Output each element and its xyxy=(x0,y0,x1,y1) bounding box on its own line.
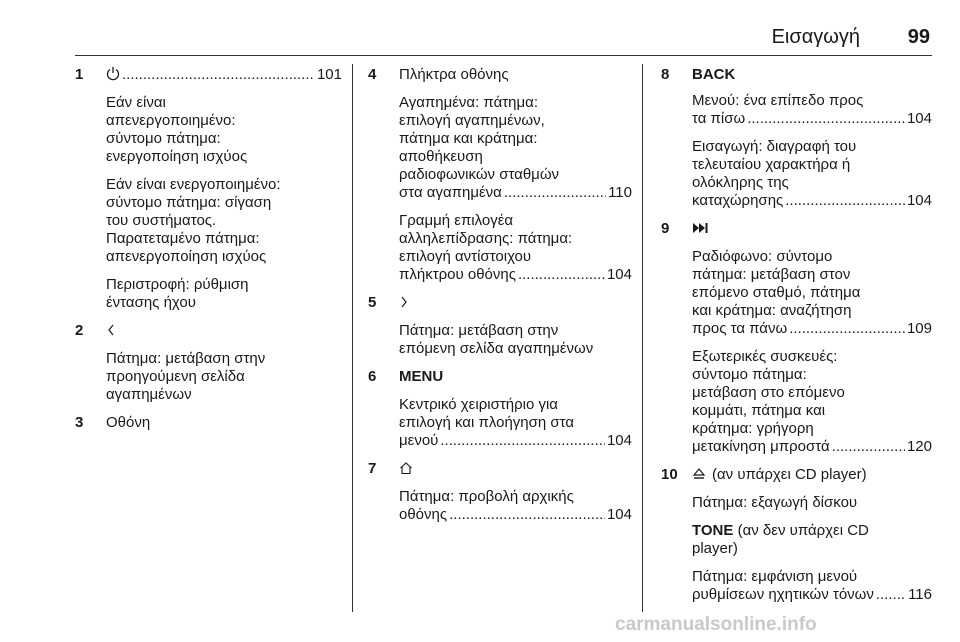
item-label: (αν υπάρχει CD player) xyxy=(712,466,867,483)
home-icon xyxy=(399,460,413,478)
text-line: τα πίσω xyxy=(692,110,746,127)
item-number: 7 xyxy=(368,460,377,477)
list-item xyxy=(661,220,932,456)
text-line: ενεργοποίηση ισχύος xyxy=(106,148,248,165)
text-line: Αγαπημένα: πάτημα: xyxy=(399,94,538,111)
watermark: carmanualsonline.info xyxy=(615,614,817,635)
text-line: οθόνης xyxy=(399,506,448,523)
item-number: 4 xyxy=(368,66,377,83)
leader-dots xyxy=(789,320,905,338)
item-number: 2 xyxy=(75,322,84,339)
text-line: απενεργοποίηση ισχύος xyxy=(106,248,267,265)
header-rule xyxy=(75,55,932,56)
list-item xyxy=(75,414,342,432)
text-line: σύντομο πάτημα: xyxy=(692,366,807,383)
leader-dots xyxy=(785,192,905,210)
text-line: Πάτημα: εξαγωγή δίσκου xyxy=(692,494,858,511)
text-line: αγαπημένων xyxy=(106,386,192,403)
text-line: κομμάτι, πάτημα και xyxy=(692,402,826,419)
item-number: 3 xyxy=(75,414,84,431)
eject-icon xyxy=(692,466,706,484)
text-line: Εάν είναι ενεργοποιημένο: xyxy=(106,176,281,193)
text-line: επιλογή αντίστοιχου xyxy=(399,248,532,265)
chevron-right-icon xyxy=(399,294,409,312)
list-item xyxy=(368,460,632,524)
column-2 xyxy=(368,66,632,524)
page-number: 99 xyxy=(907,26,930,48)
list-item xyxy=(661,466,932,604)
text-line: επιλογή και πλοήγηση στα xyxy=(399,414,575,431)
text-line: κράτημα: γρήγορη xyxy=(692,420,814,437)
list-item xyxy=(368,368,632,450)
item-number: 8 xyxy=(661,66,670,83)
text-line: επόμενο σταθμό, πάτημα xyxy=(692,284,861,301)
list-item xyxy=(368,66,632,284)
text-line: Εξωτερικές συσκευές: xyxy=(692,348,838,365)
text-line: ολόκληρης της xyxy=(692,174,789,191)
text-line: απενεργοποιημένο: xyxy=(106,112,236,129)
text-line: πάτημα και κράτημα: xyxy=(399,130,538,147)
page-ref: 116 xyxy=(908,586,932,603)
leader-dots xyxy=(747,110,905,128)
item-number: 10 xyxy=(661,466,678,483)
text-line: Πάτημα: μετάβαση στην xyxy=(399,322,559,339)
page-ref: 110 xyxy=(608,184,632,201)
text-line: (αν δεν υπάρχει CD xyxy=(737,522,869,539)
text-line: Περιστροφή: ρύθμιση xyxy=(106,276,249,293)
item-number: 5 xyxy=(368,294,377,311)
item-number: 1 xyxy=(75,66,84,83)
text-line: Εισαγωγή: διαγραφή του xyxy=(692,138,857,155)
page-ref: 101 xyxy=(316,66,342,83)
leader-dots xyxy=(876,586,906,604)
column-3 xyxy=(661,66,932,604)
text-line: προηγούμενη σελίδα xyxy=(106,368,245,385)
text-line: στα αγαπημένα xyxy=(399,184,502,201)
text-line: Πάτημα: προβολή αρχικής xyxy=(399,488,574,505)
text-line: Ραδιόφωνο: σύντομο xyxy=(692,248,833,265)
text-line: πλήκτρου οθόνης xyxy=(399,266,516,283)
text-line: καταχώρησης xyxy=(692,192,784,209)
item-number: 9 xyxy=(661,220,670,237)
column-divider xyxy=(352,64,353,612)
text-line: Μενού: ένα επίπεδο προς xyxy=(692,92,864,109)
text-line: προς τα πάνω xyxy=(692,320,788,337)
text-line: μετάβαση στο επόμενο xyxy=(692,384,845,401)
skip-forward-icon xyxy=(692,220,710,238)
leader-dots xyxy=(440,432,605,450)
list-item xyxy=(368,294,632,358)
leader-dots xyxy=(518,266,605,284)
page-ref: 104 xyxy=(906,192,932,209)
power-icon xyxy=(106,66,120,84)
text-line: ρυθμίσεων ηχητικών τόνων xyxy=(692,586,874,603)
list-item xyxy=(661,66,932,210)
item-label: MENU xyxy=(399,368,444,385)
page-ref: 120 xyxy=(906,438,932,455)
text-line: και κράτημα: αναζήτηση xyxy=(692,302,852,319)
text-line: σύντομο πάτημα: xyxy=(106,130,221,147)
text-line: σύντομο πάτημα: σίγαση xyxy=(106,194,272,211)
text-line: επόμενη σελίδα αγαπημένων xyxy=(399,340,594,357)
column-1 xyxy=(75,66,342,432)
chevron-left-icon xyxy=(106,322,116,340)
text-line: Εάν είναι xyxy=(106,94,166,111)
page-ref: 104 xyxy=(606,266,632,283)
item-number: 6 xyxy=(368,368,377,385)
leader-dots xyxy=(449,506,605,524)
page-ref: 104 xyxy=(606,506,632,523)
page-ref: 109 xyxy=(906,320,932,337)
list-item xyxy=(75,322,342,404)
text-line: Παρατεταμένο πάτημα: xyxy=(106,230,260,247)
text-line: Γραμμή επιλογέα xyxy=(399,212,514,229)
text-line: player) xyxy=(692,540,738,557)
item-label: Πλήκτρα οθόνης xyxy=(399,66,509,83)
text-line: Πάτημα: εμφάνιση μενού xyxy=(692,568,858,585)
text-line: επιλογή αγαπημένων, xyxy=(399,112,545,129)
column-divider xyxy=(642,64,643,612)
leader-dots xyxy=(504,184,606,202)
item-label: BACK xyxy=(692,66,736,83)
text-line: ραδιοφωνικών σταθμών xyxy=(399,166,560,183)
header-title: Εισαγωγή xyxy=(771,26,860,48)
text-line: αλληλεπίδρασης: πάτημα: xyxy=(399,230,573,247)
text-line: έντασης ήχου xyxy=(106,294,196,311)
leader-dots xyxy=(832,438,905,456)
text-line: Κεντρικό χειριστήριο για xyxy=(399,396,558,413)
text-line: του συστήματος. xyxy=(106,212,217,229)
page-ref: 104 xyxy=(906,110,932,127)
tone-label: TONE xyxy=(692,522,734,539)
item-label: Οθόνη xyxy=(106,414,151,431)
page-ref: 104 xyxy=(606,432,632,449)
leader-dots xyxy=(122,66,315,84)
text-line: πάτημα: μετάβαση στον xyxy=(692,266,851,283)
text-line: τελευταίου χαρακτήρα ή xyxy=(692,156,851,173)
text-line: αποθήκευση xyxy=(399,148,483,165)
text-line: Πάτημα: μετάβαση στην xyxy=(106,350,266,367)
text-line: μετακίνηση μπροστά xyxy=(692,438,830,455)
list-item xyxy=(75,66,342,312)
text-line: μενού xyxy=(399,432,439,449)
